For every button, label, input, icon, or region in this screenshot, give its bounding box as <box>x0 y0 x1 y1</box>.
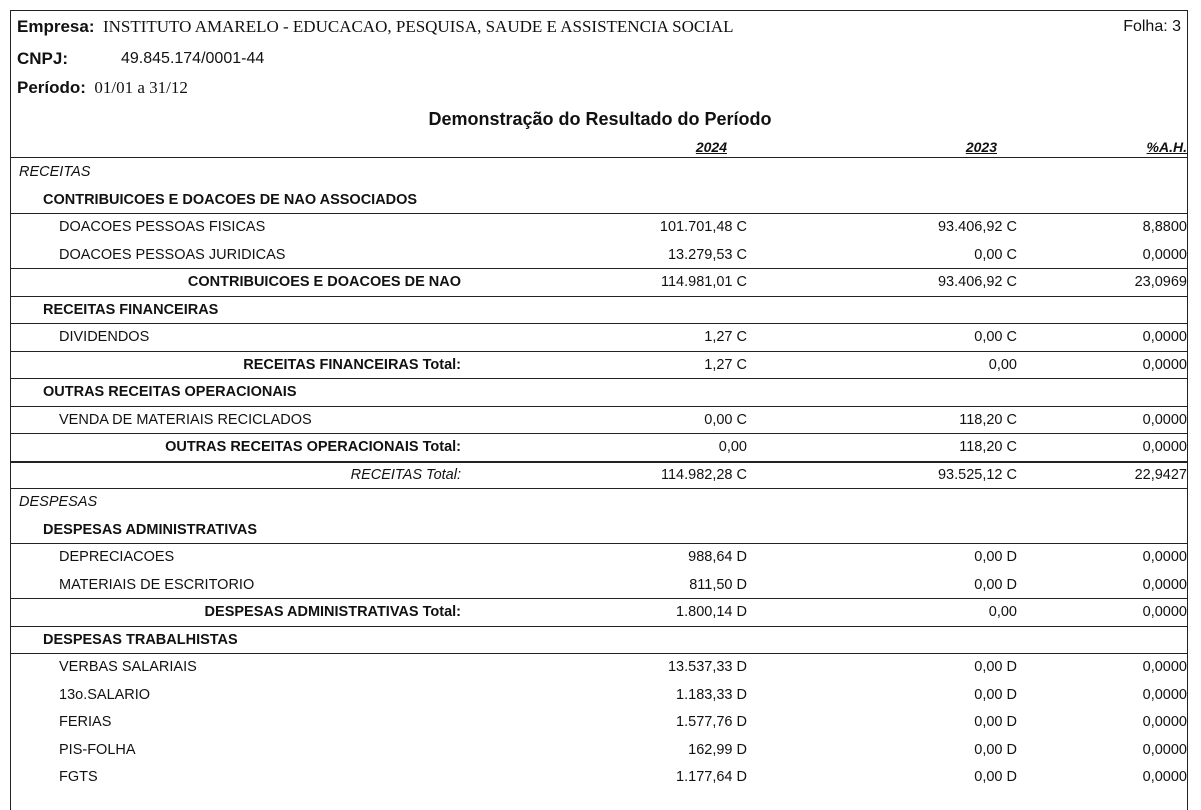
row-label: OUTRAS RECEITAS OPERACIONAIS Total: <box>165 439 461 455</box>
row-label: DIVIDENDOS <box>59 329 150 345</box>
report-title: Demonstração do Resultado do Período <box>428 109 772 129</box>
column-header-2023: 2023 <box>965 139 997 155</box>
grand-row <box>11 461 1187 489</box>
value-2024: 1,27 C <box>704 329 747 345</box>
row-label: DESPESAS <box>19 494 98 510</box>
total-row <box>11 598 1187 626</box>
value-ah: 0,0000 <box>1142 604 1187 620</box>
value-2024: 0,00 C <box>704 411 747 428</box>
value-2023: 93.406,92 C <box>937 219 1017 235</box>
value-2023: 0,00 D <box>974 741 1017 758</box>
empresa-line <box>17 17 734 37</box>
table-row <box>11 241 1187 269</box>
total-row <box>11 268 1187 296</box>
table-row <box>11 543 1187 571</box>
table-row <box>11 323 1187 351</box>
group-row <box>11 516 1187 544</box>
value-ah: 0,0000 <box>1142 356 1187 373</box>
value-2024: 811,50 D <box>689 576 747 593</box>
row-label: CONTRIBUICOES E DOACOES DE NAO ASSOCIADOS <box>43 191 418 208</box>
cnpj-value: 49.845.174/0001-44 <box>121 50 265 67</box>
value-ah: 23,0969 <box>1134 274 1187 290</box>
row-label: DOACOES PESSOAS JURIDICAS <box>59 246 286 263</box>
row-label: RECEITAS <box>19 164 91 180</box>
value-2023: 0,00 <box>988 604 1017 620</box>
row-label: 13o.SALARIO <box>59 686 151 703</box>
value-2023: 93.525,12 C <box>937 466 1017 483</box>
value-2024: 13.537,33 D <box>667 659 747 675</box>
table-row <box>11 763 1187 791</box>
value-ah: 0,0000 <box>1142 439 1187 455</box>
periodo-line <box>17 78 188 98</box>
group-row <box>11 296 1187 324</box>
total-row <box>11 351 1187 379</box>
table-row <box>11 736 1187 764</box>
value-2024: 1.183,33 D <box>676 686 747 703</box>
empresa-value: INSTITUTO AMARELO - EDUCACAO, PESQUISA, SAUDE E ASSISTENCIA SOCIAL <box>102 17 734 36</box>
row-label: OUTRAS RECEITAS OPERACIONAIS <box>43 384 297 400</box>
value-ah: 8,8800 <box>1142 219 1187 235</box>
cnpj-line <box>17 49 265 69</box>
value-ah: 0,0000 <box>1142 769 1187 785</box>
cnpj-label: CNPJ: <box>17 49 69 68</box>
row-label: CONTRIBUICOES E DOACOES DE NAO <box>187 274 461 290</box>
value-2023: 93.406,92 C <box>937 274 1017 290</box>
value-ah: 0,0000 <box>1142 411 1187 428</box>
value-ah: 0,0000 <box>1142 659 1187 675</box>
value-2023: 118,20 C <box>959 439 1017 455</box>
section-row <box>11 488 1187 516</box>
value-ah: 22,9427 <box>1134 466 1187 483</box>
value-2024: 988,64 D <box>688 549 747 565</box>
row-label: DESPESAS ADMINISTRATIVAS Total: <box>204 604 461 620</box>
table-row <box>11 571 1187 599</box>
value-ah: 0,0000 <box>1142 246 1187 263</box>
value-ah: 0,0000 <box>1142 741 1187 758</box>
value-2024: 0,00 <box>718 439 747 455</box>
row-label: MATERIAIS DE ESCRITORIO <box>59 576 255 593</box>
row-label: DESPESAS TRABALHISTAS <box>43 631 238 648</box>
group-row <box>11 626 1187 654</box>
table-row <box>11 708 1187 736</box>
column-header-2024: 2024 <box>695 139 727 155</box>
value-2024: 114.981,01 C <box>661 274 747 290</box>
row-label: FGTS <box>59 769 98 785</box>
empresa-label: Empresa: <box>17 17 95 36</box>
value-2023: 0,00 <box>988 356 1017 373</box>
value-2024: 162,99 D <box>688 741 747 758</box>
column-header-ah: %A.H. <box>1146 139 1187 155</box>
table-row <box>11 653 1187 681</box>
value-2023: 118,20 C <box>959 411 1017 428</box>
value-2024: 1.577,76 D <box>676 714 747 730</box>
row-label: PIS-FOLHA <box>59 741 136 758</box>
periodo-value: 01/01 a 31/12 <box>94 78 188 97</box>
row-label: VENDA DE MATERIAIS RECICLADOS <box>59 411 312 428</box>
periodo-label: Período: <box>17 78 86 97</box>
row-label: DOACOES PESSOAS FISICAS <box>59 219 266 235</box>
report-page <box>10 10 1188 810</box>
value-ah: 0,0000 <box>1142 714 1187 730</box>
row-label: DEPRECIACOES <box>59 549 175 565</box>
value-2023: 0,00 D <box>974 576 1017 593</box>
row-label: DESPESAS ADMINISTRATIVAS <box>43 521 258 538</box>
value-2024: 114.982,28 C <box>661 466 747 483</box>
value-2023: 0,00 D <box>974 714 1017 730</box>
total-row <box>11 433 1187 461</box>
value-ah: 0,0000 <box>1142 576 1187 593</box>
row-label: RECEITAS FINANCEIRAS <box>43 301 219 318</box>
group-row <box>11 378 1187 406</box>
value-ah: 0,0000 <box>1142 549 1187 565</box>
value-2023: 0,00 D <box>974 769 1017 785</box>
value-ah: 0,0000 <box>1142 329 1187 345</box>
value-2024: 1,27 C <box>704 356 747 373</box>
row-label: RECEITAS Total: <box>350 466 461 483</box>
value-2024: 101.701,48 C <box>659 219 747 235</box>
value-2023: 0,00 D <box>974 549 1017 565</box>
value-2023: 0,00 D <box>974 659 1017 675</box>
value-2023: 0,00 C <box>974 329 1017 345</box>
section-row <box>11 158 1187 186</box>
row-label: VERBAS SALARIAIS <box>59 659 197 675</box>
value-2024: 1.177,64 D <box>676 769 747 785</box>
row-label: RECEITAS FINANCEIRAS Total: <box>243 356 461 373</box>
folha-number: Folha: 3 <box>1123 18 1181 35</box>
group-row <box>11 186 1187 214</box>
table-row <box>11 213 1187 241</box>
value-ah: 0,0000 <box>1142 686 1187 703</box>
row-label: FERIAS <box>59 714 112 730</box>
value-2023: 0,00 D <box>974 686 1017 703</box>
table-row <box>11 406 1187 434</box>
value-2024: 13.279,53 C <box>667 246 747 263</box>
value-2023: 0,00 C <box>974 246 1017 263</box>
table-row <box>11 681 1187 709</box>
value-2024: 1.800,14 D <box>676 604 747 620</box>
